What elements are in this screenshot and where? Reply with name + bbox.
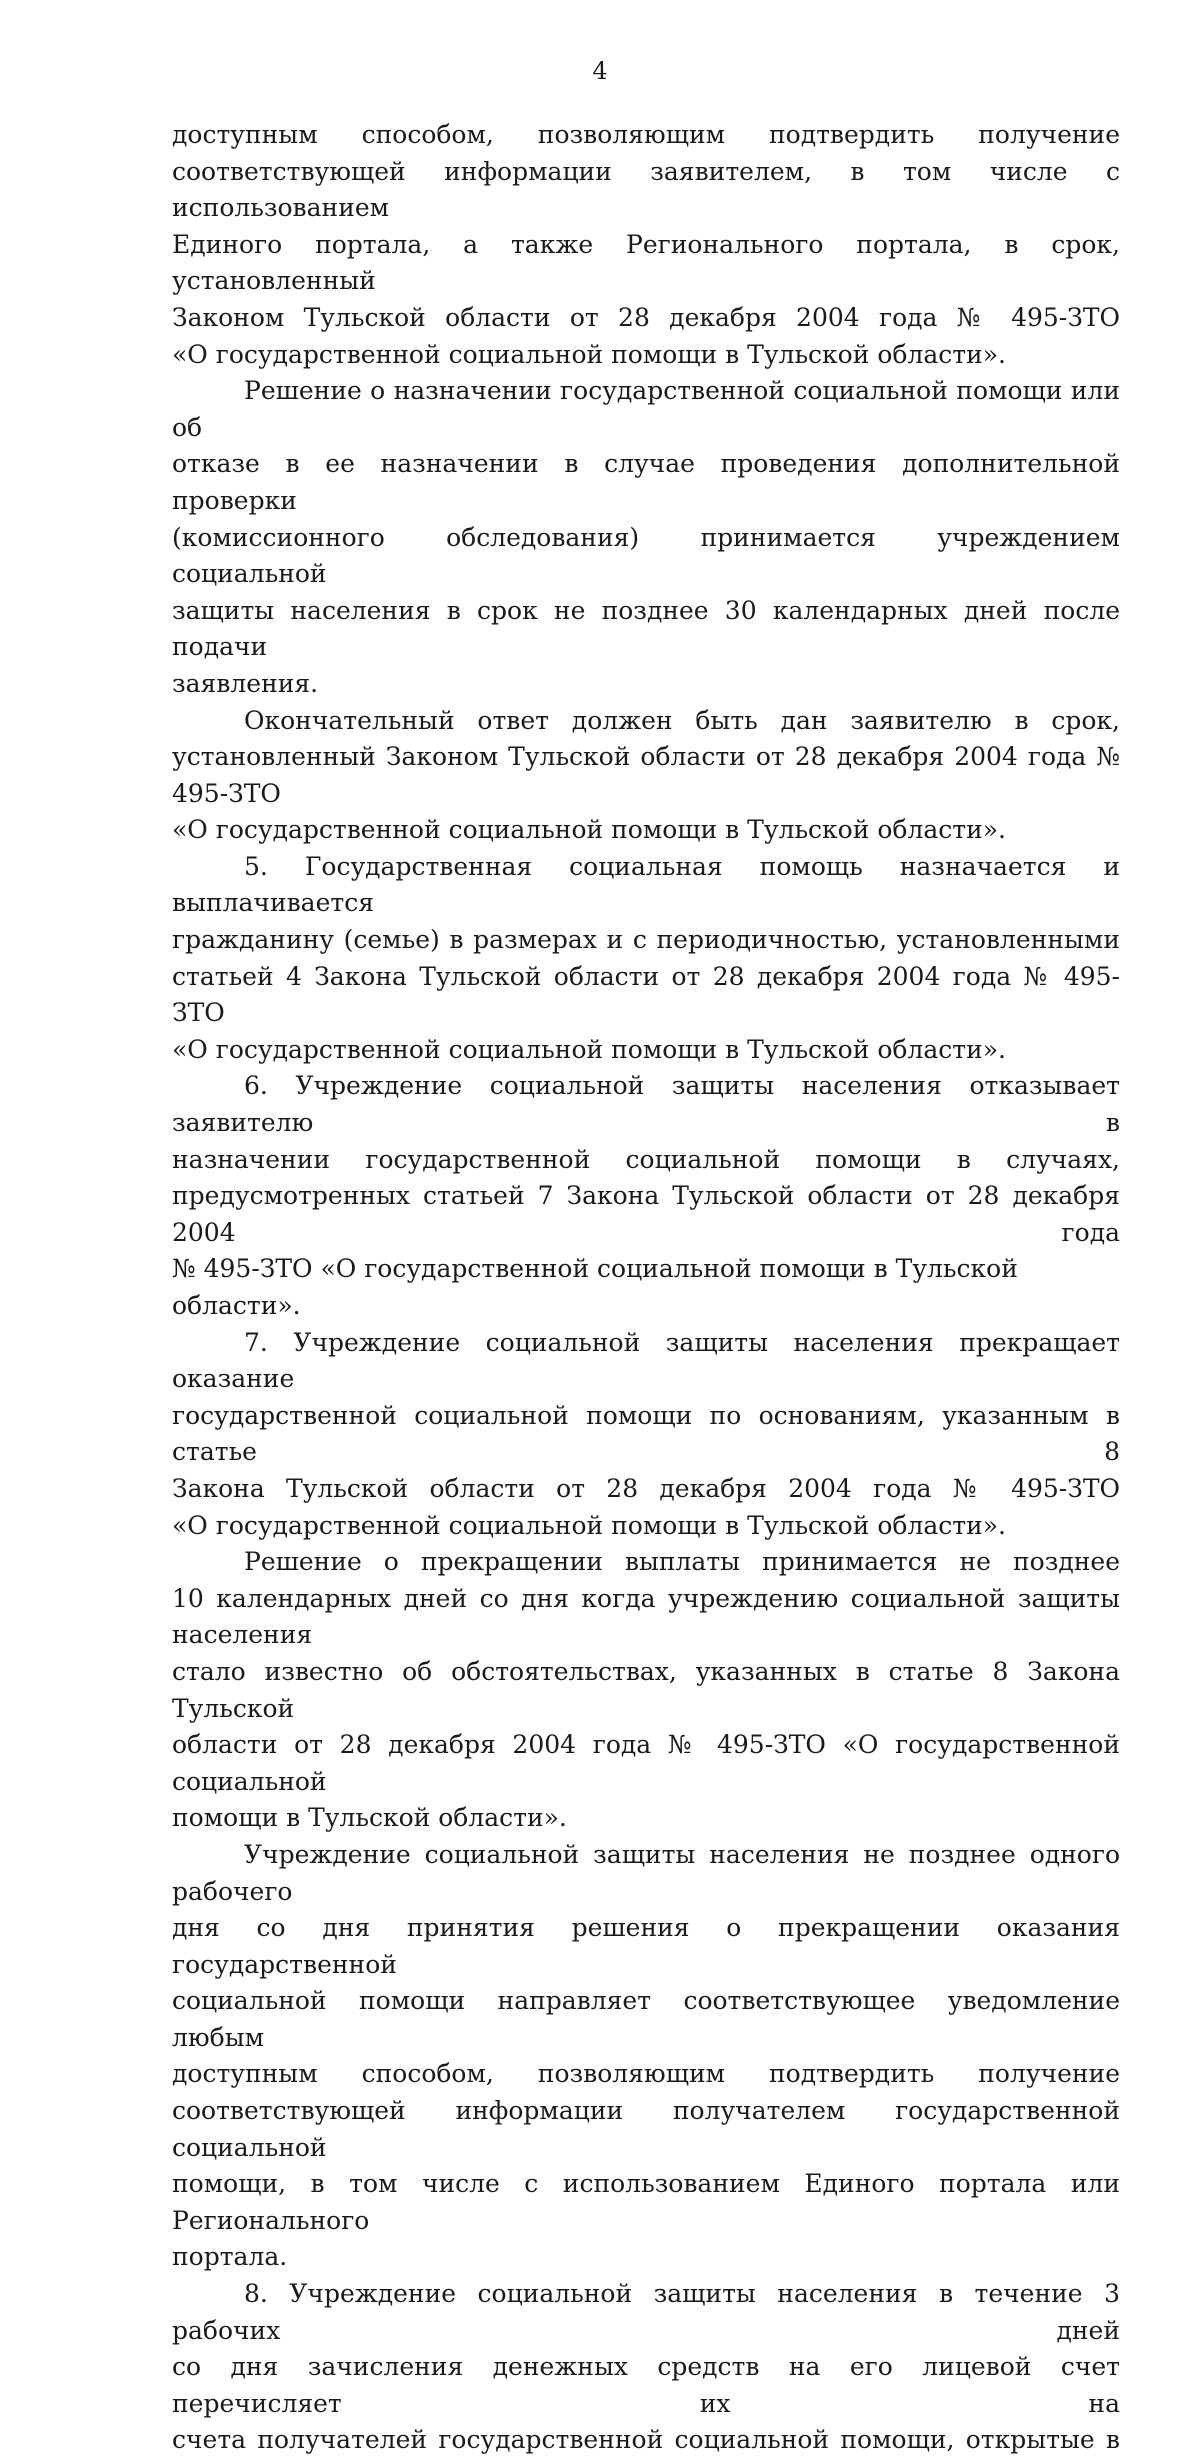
paragraph-line: 6. Учреждение социальной защиты населения отказывает заявителю в [172, 1071, 1120, 1138]
paragraph-line: Единого портала, а также Регионального портала, в срок, установленный [172, 229, 1120, 296]
paragraph-line: «О государственной социальной помощи в Тульской области». [172, 1510, 1006, 1540]
paragraph [172, 1544, 1120, 1837]
paragraph-line: Решение о прекращении выплаты принимается не позднее [244, 1547, 1120, 1577]
paragraph-line: «О государственной социальной помощи в Тульской области». [172, 1034, 1006, 1064]
paragraph-line: установленный Законом Тульской области от 28 декабря 2004 года № 495-ЗТО [172, 742, 1120, 808]
paragraph-line: отказе в ее назначении в случае проведения дополнительной проверки [172, 449, 1120, 515]
paragraph [172, 1837, 1120, 2276]
paragraph [172, 373, 1120, 702]
paragraph-line: Законом Тульской области от 28 декабря 2004 года № 495-ЗТО [172, 302, 1120, 332]
paragraph-line: предусмотренных статьей 7 Закона Тульской области от 28 декабря 2004 года [172, 1181, 1120, 1247]
paragraph-line: помощи, в том числе с использованием Единого портала или Регионального [172, 2169, 1120, 2235]
paragraph [172, 1068, 1120, 1324]
paragraph-line: социальной помощи направляет соответствующее уведомление любым [172, 1986, 1120, 2052]
paragraph-line: 8. Учреждение социальной защиты населения в течение 3 рабочих дней [172, 2279, 1120, 2345]
paragraph-line: со дня зачисления денежных средств на его лицевой счет перечисляет их на [172, 2352, 1120, 2418]
paragraph [172, 117, 1120, 373]
paragraph [172, 1325, 1120, 1545]
paragraph-line: соответствующей информации заявителем, в том числе с использованием [172, 156, 1120, 223]
paragraph-line: области от 28 декабря 2004 года № 495-ЗТО «О государственной социальной [172, 1730, 1120, 1796]
page-number: 4 [592, 57, 608, 85]
paragraph-line: 10 календарных дней со дня когда учреждению социальной защиты населения [172, 1583, 1120, 1650]
document-body [172, 117, 1120, 2459]
paragraph-line: «О государственной социальной помощи в Тульской области». [172, 815, 1006, 845]
paragraph-line: заявления. [172, 668, 319, 698]
paragraph-line: дня со дня принятия решения о прекращении оказания государственной [172, 1913, 1120, 1979]
paragraph-line: статьей 4 Закона Тульской области от 28 декабря 2004 года № 495-ЗТО [172, 961, 1120, 1028]
paragraph-line: соответствующей информации получателем государственной социальной [172, 2096, 1120, 2162]
paragraph-line: назначении государственной социальной помощи в случаях, [172, 1144, 1120, 1174]
paragraph-line: счета получателей государственной социальной помощи, открытые в [172, 2425, 1120, 2455]
paragraph-line: стало известно об обстоятельствах, указанных в статье 8 Закона Тульской [172, 1656, 1120, 1723]
paragraph-line: № 495-ЗТО «О государственной социальной помощи в Тульской области». [172, 1254, 1018, 1320]
paragraph [172, 2276, 1120, 2459]
paragraph-line: «О государственной социальной помощи в Тульской области». [172, 339, 1006, 369]
paragraph [172, 849, 1120, 1069]
paragraph-line: государственной социальной помощи по основаниям, указанным в статье 8 [172, 1400, 1120, 1467]
paragraph-line: защиты населения в срок не позднее 30 календарных дней после подачи [172, 595, 1120, 662]
paragraph-line: (комиссионного обследования) принимается учреждением социальной [172, 522, 1120, 589]
paragraph-line: Решение о назначении государственной социальной помощи или об [172, 376, 1120, 442]
paragraph-line: доступным способом, позволяющим подтвердить получение [172, 120, 1120, 149]
paragraph-line: 5. Государственная социальная помощь назначается и выплачивается [172, 851, 1120, 918]
paragraph-line: Закона Тульской области от 28 декабря 2004 года № 495-ЗТО [172, 1473, 1120, 1503]
paragraph-line: Учреждение социальной защиты населения не позднее одного рабочего [172, 1839, 1120, 1906]
paragraph-line: Окончательный ответ должен быть дан заявителю в срок, [244, 705, 1120, 735]
paragraph [172, 703, 1120, 849]
paragraph-line: 7. Учреждение социальной защиты населения прекращает оказание [172, 1327, 1120, 1394]
paragraph-line: портала. [172, 2242, 288, 2272]
paragraph-line: помощи в Тульской области». [172, 1803, 567, 1833]
paragraph-line: доступным способом, позволяющим подтвердить получение [172, 2059, 1120, 2089]
paragraph-line: гражданину (семье) в размерах и с периодичностью, установленными [172, 925, 1120, 955]
